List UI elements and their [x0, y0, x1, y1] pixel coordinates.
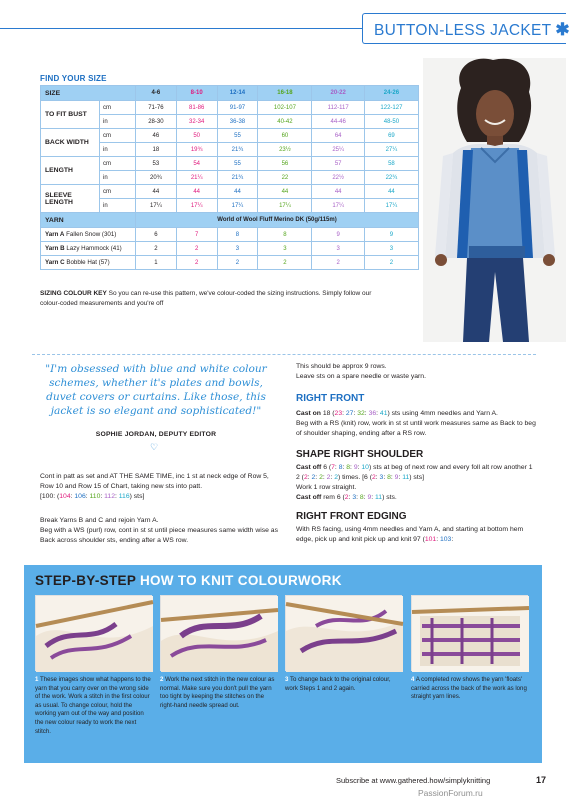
step-3-caption: 3 To change back to the original colour, work Steps 1 and 2 again. [285, 676, 391, 692]
yarn-shade: Bobble Hat (57) [66, 259, 110, 266]
value-cell: 53 [136, 157, 177, 171]
measurement-row [41, 101, 419, 115]
yarn-name: Yarn A [45, 231, 65, 238]
value-cell: 21¾ [217, 171, 258, 185]
edging-instructions: With RS facing, using 4mm needles and Yarn A, and starting at bottom hem edge, pick up and knit pick up and knit 97 (101: 103: [296, 526, 524, 543]
unit-cell: cm [100, 129, 136, 143]
size-col-header: 20-22 [312, 86, 364, 101]
knitting-needle-illustration [36, 596, 153, 672]
yarn-amount-cell: 8 [217, 228, 258, 242]
page-title: BUTTON-LESS JACKET ✱ [362, 13, 566, 44]
size-label: SIZE [41, 86, 136, 101]
yarn-amount-cell: 2 [258, 256, 312, 270]
step-4-image [411, 595, 528, 671]
yarn-amount-cell: 2 [217, 256, 258, 270]
value-cell: 28-30 [136, 115, 177, 129]
value-cell: 48-50 [364, 115, 418, 129]
header-rule [0, 28, 362, 29]
yarn-name: Yarn B [45, 245, 65, 252]
size-col-header: 12-14 [217, 86, 258, 101]
work-straight: Work 1 row straight. [296, 484, 357, 491]
measurement-label: TO FIT BUST [41, 101, 100, 129]
model-photo [423, 58, 566, 342]
asterisk-icon: ✱ [555, 20, 570, 39]
yarn-amount-cell: 3 [364, 242, 418, 256]
pull-quote: "I'm obsessed with blue and white colour schemes, whether it's plates and bowls, duvet covers or curtains. Like those, this jacket is so elegant and sophisticated!" [45, 363, 267, 417]
unit-cell: in [100, 115, 136, 129]
yarn-amount-cell: 2 [364, 256, 418, 270]
measurement-row [41, 129, 419, 143]
left-col-para-3: Beg with a WS (purl) row, cont in st st until piece measures same width wise as Back across shoulder sts, ending after a WS row. [40, 527, 278, 544]
value-cell: 55 [217, 157, 258, 171]
yarn-row [41, 242, 419, 256]
value-cell: 56 [258, 157, 312, 171]
unit-cell: in [100, 143, 136, 157]
yarn-amount-cell: 2 [176, 256, 217, 270]
yarn-amount-cell: 2 [312, 256, 364, 270]
heading-right-front: RIGHT FRONT [296, 393, 365, 404]
value-cell: 69 [364, 129, 418, 143]
yarn-name-cell [41, 228, 136, 242]
value-cell: 22¾ [364, 171, 418, 185]
value-cell: 36-38 [217, 115, 258, 129]
unit-cell: in [100, 199, 136, 213]
sizing-colour-key: SIZING COLOUR KEY So you can re-use this pattern, we've colour-coded the sizing instructions. Simply follow our colour-coded measurements and you're off [40, 290, 372, 307]
right-col-para-2: Leave sts on a spare needle or waste yarn. [296, 373, 426, 380]
value-cell: 17¼ [258, 199, 312, 213]
yarn-amount-cell: 2 [176, 242, 217, 256]
value-cell: 64 [312, 129, 364, 143]
value-cell: 44 [364, 185, 418, 199]
heading-shape-right-shoulder: SHAPE RIGHT SHOULDER [296, 449, 424, 460]
value-cell: 27¼ [364, 143, 418, 157]
knitting-needle-illustration [286, 596, 403, 672]
size-col-header: 4-6 [136, 86, 177, 101]
value-cell: 17¼ [136, 199, 177, 213]
value-cell: 57 [312, 157, 364, 171]
value-cell: 44 [136, 185, 177, 199]
quote-byline: SOPHIE JORDAN, DEPUTY EDITOR [95, 431, 217, 438]
yarn-amount-cell: 8 [258, 228, 312, 242]
yarn-amount-cell: 7 [176, 228, 217, 242]
measurement-row [41, 185, 419, 199]
value-cell: 102-107 [258, 101, 312, 115]
step-3-image [285, 595, 402, 671]
measurement-row [41, 157, 419, 171]
value-cell: 112-117 [312, 101, 364, 115]
yarn-amount-cell: 2 [136, 242, 177, 256]
value-cell: 19¾ [176, 143, 217, 157]
measurement-label: SLEEVE LENGTH [41, 185, 100, 213]
value-cell: 40-42 [258, 115, 312, 129]
value-cell: 20¾ [136, 171, 177, 185]
size-table [40, 85, 419, 270]
value-cell: 22 [258, 171, 312, 185]
right-front-instructions: Beg with a RS (knit) row, work in st st until work measures same as Back to beg of shoulder shaping, ending after a RS row. [296, 420, 536, 437]
step-2-image [160, 595, 277, 671]
value-cell: 21¼ [176, 171, 217, 185]
measurement-label: BACK WIDTH [41, 129, 100, 157]
value-cell: 44 [312, 185, 364, 199]
value-cell: 44-46 [312, 115, 364, 129]
value-cell: 23½ [258, 143, 312, 157]
step-1-caption: 1 These images show what happens to the yarn that you carry over on the wrong side of the work. Work a stitch in the first colour as usual. To change colour, hold the working yarn out of the way and position the new colour ready to work the next stitch. [35, 676, 151, 735]
value-cell: 44 [258, 185, 312, 199]
knitting-needle-illustration [161, 596, 278, 672]
value-cell: 50 [176, 129, 217, 143]
heading-right-front-edging: RIGHT FRONT EDGING [296, 511, 407, 522]
value-cell: 122-127 [364, 101, 418, 115]
value-cell: 46 [136, 129, 177, 143]
subscribe-link[interactable]: Subscribe at www.gathered.how/simplyknitting [336, 776, 491, 785]
left-col-para-1: Cont in patt as set and AT THE SAME TIME, inc 1 st at neck edge of Row 5, Row 10 and Row 15 of Chart, taking new sts into patt. [100: (104: 106: 110: 112: 116) sts] [40, 473, 269, 500]
value-cell: 17¼ [176, 199, 217, 213]
value-cell: 17¼ [217, 199, 258, 213]
yarn-amount-cell: 3 [312, 242, 364, 256]
size-header-row [41, 86, 419, 101]
right-front-cast-on: Cast on 18 (23: 27: 32: 36: 41) sts using 4mm needles and Yarn A. [296, 410, 498, 417]
step-by-step-title: STEP-BY-STEP HOW TO KNIT COLOURWORK [35, 573, 342, 588]
yarn-label: YARN [41, 213, 136, 228]
value-cell: 18 [136, 143, 177, 157]
left-col-para-2: Break Yarns B and C and rejoin Yarn A. [40, 517, 159, 524]
yarn-description: World of Wool Fluff Merino DK (50g/115m) [136, 213, 419, 228]
yarn-amount-cell: 9 [364, 228, 418, 242]
yarn-header-row [41, 213, 419, 228]
value-cell: 25¼ [312, 143, 364, 157]
unit-cell: cm [100, 101, 136, 115]
yarn-name-cell [41, 256, 136, 270]
unit-cell: cm [100, 157, 136, 171]
page-number: 17 [536, 775, 547, 785]
yarn-amount-cell: 1 [136, 256, 177, 270]
cast-off-remaining: Cast off rem 6 (2: 3: 8: 9: 11) sts. [296, 494, 397, 501]
value-cell: 54 [176, 157, 217, 171]
yarn-amount-cell: 3 [258, 242, 312, 256]
value-cell: 21¾ [217, 143, 258, 157]
value-cell: 91-97 [217, 101, 258, 115]
yarn-row [41, 228, 419, 242]
size-col-header: 8-10 [176, 86, 217, 101]
value-cell: 44 [176, 185, 217, 199]
value-cell: 58 [364, 157, 418, 171]
measurement-label: LENGTH [41, 157, 100, 185]
value-cell: 60 [258, 129, 312, 143]
knitting-floats-illustration [412, 596, 529, 672]
step-2-caption: 2 Work the next stitch in the new colour as normal. Make sure you don't pull the yarn too tight by keeping the stitches on the right-hand needle spread out. [160, 676, 275, 709]
value-cell: 32-34 [176, 115, 217, 129]
value-cell: 55 [217, 129, 258, 143]
value-cell: 17¼ [364, 199, 418, 213]
section-divider [32, 354, 536, 355]
yarn-amount-cell: 6 [136, 228, 177, 242]
heart-icon: ♡ [150, 442, 159, 452]
step-1-image [35, 595, 152, 671]
yarn-amount-cell: 3 [217, 242, 258, 256]
unit-cell: cm [100, 185, 136, 199]
yarn-name-cell [41, 242, 136, 256]
value-cell: 71-76 [136, 101, 177, 115]
value-cell: 17¼ [312, 199, 364, 213]
yarn-amount-cell: 9 [312, 228, 364, 242]
right-col-para-1: This should be approx 9 rows. [296, 363, 387, 370]
step-by-step-panel [24, 565, 542, 763]
watermark: PassionForum.ru [418, 788, 483, 798]
shoulder-cast-off: Cast off 6 (7: 8: 8: 9: 10) sts at beg of next row and every foll alt row another 1 2 (2: 2: 2: 2: 2) times. [6 (2: 3: 8: 9: 11) sts] [296, 464, 533, 481]
value-cell: 44 [217, 185, 258, 199]
size-col-header: 16-18 [258, 86, 312, 101]
yarn-shade: Lazy Hammock (41) [66, 245, 122, 252]
value-cell: 81-86 [176, 101, 217, 115]
size-table-heading: FIND YOUR SIZE [40, 74, 107, 83]
yarn-name: Yarn C [45, 259, 65, 266]
yarn-shade: Fallen Snow (301) [66, 231, 117, 238]
size-col-header: 24-26 [364, 86, 418, 101]
step-4-caption: 4 A completed row shows the yarn 'floats' carried across the back of the work as long straight yarn lines. [411, 676, 527, 701]
value-cell: 22½ [312, 171, 364, 185]
unit-cell: in [100, 171, 136, 185]
yarn-row [41, 256, 419, 270]
woman-in-jacket-illustration [423, 58, 566, 342]
